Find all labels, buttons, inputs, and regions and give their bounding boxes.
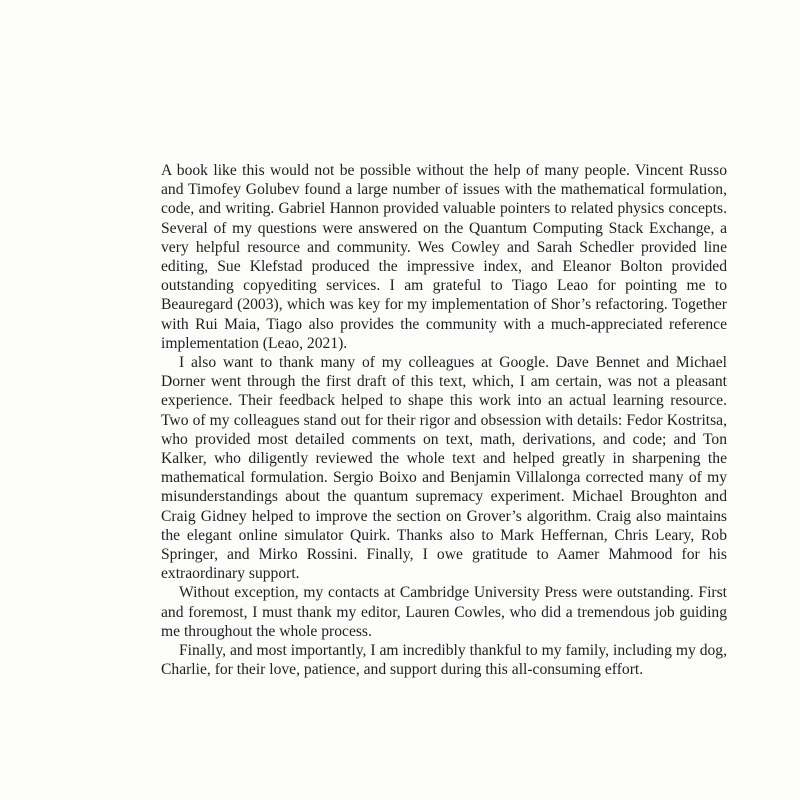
acknowledgments-text	[161, 161, 727, 679]
paragraph-1: A book like this would not be possible without the help of many people. Vincent Russo and Timofey Golubev found a large number of issues with the mathematical formulation, code, and writing. Gabriel Hannon provided valuable pointers to related physics concepts. Several of my questions were answered on the Quantum Computing Stack Exchange, a very helpful resource and community. Wes Cowley and Sarah Schedler provided line editing, Sue Klefstad produced the impressive index, and Eleanor Bolton provided outstanding copyediting services. I am grateful to Tiago Leao for pointing me to Beauregard (2003), which was key for my implementation of Shor’s refactoring. Together with Rui Maia, Tiago also provides the community with a much-appreciated reference implementation (Leao, 2021).	[161, 162, 727, 352]
paragraph-3: Without exception, my contacts at Cambridge University Press were outstanding. First and foremost, I must thank my editor, Lauren Cowles, who did a tremendous job guiding me throughout the whole process.	[161, 584, 727, 640]
paragraph-2: I also want to thank many of my colleagues at Google. Dave Bennet and Michael Dorner went through the first draft of this text, which, I am certain, was not a pleasant experience. Their feedback helped to shape this work into an actual learning resource. Two of my colleagues stand out for their rigor and obsession with details: Fedor Kostritsa, who provided most detailed comments on text, math, derivations, and code; and Ton Kalker, who diligently reviewed the whole text and helped greatly in sharpening the mathematical formulation. Sergio Boixo and Benjamin Villalonga corrected many of my misunderstandings about the quantum supremacy experiment. Michael Broughton and Craig Gidney helped to improve the section on Grover’s algorithm. Craig also maintains the elegant online simulator Quirk. Thanks also to Mark Heffernan, Chris Leary, Rob Springer, and Mirko Rossini. Finally, I owe gratitude to Aamer Mahmood for his extraordinary support.	[161, 354, 727, 583]
paragraph-4: Finally, and most importantly, I am incredibly thankful to my family, including my dog, Charlie, for their love, patience, and support during this all-consuming effort.	[161, 642, 727, 679]
